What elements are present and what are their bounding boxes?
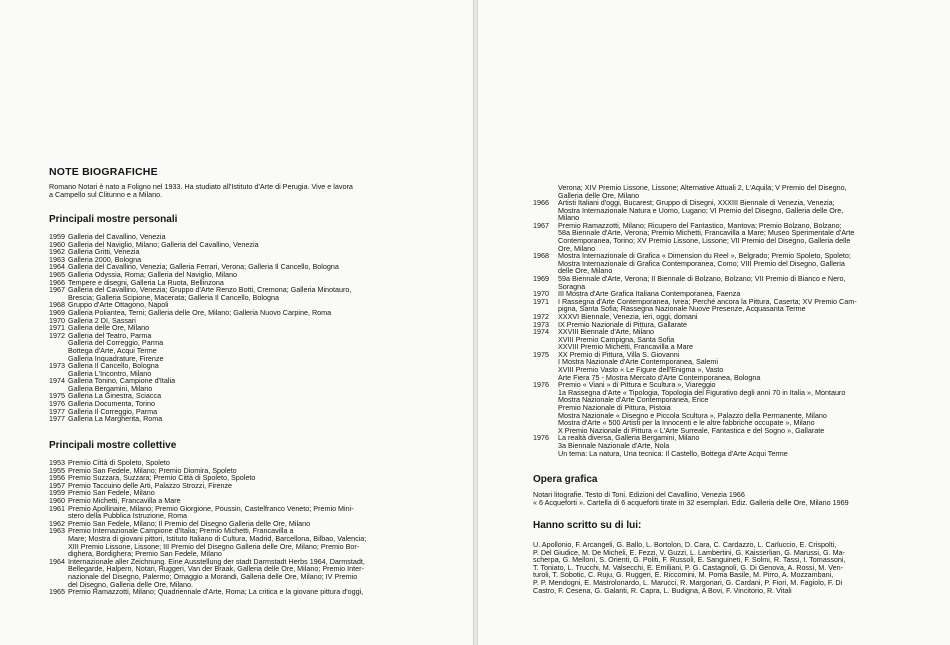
entry-year: 1974 xyxy=(49,376,65,386)
entry-line: XXXVI Biennale, Venezia, ieri, oggi, domani xyxy=(558,311,698,321)
entry-line: I Rassegna d'Arte Contemporanea, Ivrea; Perché ancora la Pittura, Caserta; XV Premio Cam- xyxy=(558,296,857,306)
continued-text xyxy=(533,184,923,199)
entry-line: La realtà diversa, Galleria Bergamini, Milano xyxy=(558,433,700,443)
entry-year: 1970 xyxy=(533,289,549,299)
entry-year: 1971 xyxy=(49,323,65,333)
entry-line: X Premio Nazionale di Pittura « L'Arte Surreale, Fantastica e del Sogno », Gallarate xyxy=(558,425,825,435)
entry-line: Mostra Internazionale Natura e Uomo, Lugano; VI Premio del Disegno, Galleria delle Ore, xyxy=(558,205,844,215)
entry-line: 3a Biennale Nazionale d'Arte, Nola xyxy=(558,441,670,450)
entry-line: Bottega d'Arte, Acqui Terme xyxy=(68,345,157,355)
entry-text xyxy=(558,328,923,351)
entry-line: IX Premio Nazionale di Pittura, Gallarate xyxy=(558,319,688,329)
entry-line: Brescia; Galleria Scipione, Macerata; Galleria Il Cancello, Bologna xyxy=(68,292,279,302)
collective-exhibitions-list xyxy=(49,459,439,596)
entry-line: Premio San Fedele, Milano; Il Premio del Disegno Galleria delle Ore, Milano xyxy=(68,518,311,528)
entry-year: 1968 xyxy=(49,300,65,310)
entry-year: 1962 xyxy=(49,247,65,257)
entry-line: delle Ore, Milano xyxy=(558,266,613,276)
graphic-works-text xyxy=(533,491,933,506)
entry-text xyxy=(558,434,923,457)
entry-line: pigna, Santa Sofia; Rassegna Nazionale Nuove Presenze, Acquasanta Terme xyxy=(558,304,806,314)
entry-line: Galleria 2 DI, Sassari xyxy=(68,315,136,325)
entry-line: XIII Premio Lissone, Lissone; III Premio del Disegno Galleria delle Ore, Milano; Premio Bor- xyxy=(68,541,360,551)
list-item xyxy=(49,377,439,392)
page-title: NOTE BIOGRAFICHE xyxy=(49,166,158,178)
entry-year: 1967 xyxy=(49,285,65,295)
entry-line: Premio San Fedele, Milano; Premio Diomira, Spoleto xyxy=(68,465,237,475)
entry-line: Milano xyxy=(558,213,580,223)
collective-exhibitions-heading: Principali mostre collettive xyxy=(49,440,177,451)
entry-text xyxy=(68,362,439,377)
left-page xyxy=(0,0,473,645)
entry-year: 1960 xyxy=(49,495,65,505)
entry-text xyxy=(558,298,923,313)
entry-text xyxy=(68,286,439,301)
entry-line: Galleria del Teatro, Parma xyxy=(68,330,152,340)
graphic-line: « 6 Acqueforti ». Cartella di 6 acqueforti tirate in 32 esemplari. Ediz. Galleria delle Ore, Milano 1969 xyxy=(533,497,849,507)
entry-year: 1969 xyxy=(49,307,65,317)
entry-line: Arte Fiera 75 - Mostra Mercato d'Arte Contemporanea, Bologna xyxy=(558,372,761,382)
entry-year: 1964 xyxy=(49,262,65,272)
entry-year: 1972 xyxy=(49,330,65,340)
list-item xyxy=(49,527,439,557)
list-item xyxy=(49,362,439,377)
entry-year: 1963 xyxy=(49,254,65,264)
author-line: U. Apollonio, F. Arcangeli, G. Ballo, L. Bortolon, D. Cara, C. Cardazzo, L. Carluccio, E. Crispolti, xyxy=(533,540,837,549)
entry-line: Galleria Bergamini, Milano xyxy=(68,383,153,393)
entry-text xyxy=(558,199,923,222)
entry-line: III Mostra d'Arte Grafica Italiana Contemporanea, Faenza xyxy=(558,289,741,299)
entry-line: Premio Apollinaire, Milano; Premio Giorgione, Poussin, Castelfranco Veneto; Premio Mini- xyxy=(68,503,354,513)
entry-year: 1973 xyxy=(49,361,65,371)
list-item xyxy=(533,434,923,457)
entry-year: 1966 xyxy=(533,198,549,207)
list-item xyxy=(533,252,923,275)
entry-year: 1977 xyxy=(49,414,65,424)
entry-year: 1963 xyxy=(49,526,65,536)
list-item xyxy=(49,286,439,301)
entry-year: 1970 xyxy=(49,315,65,325)
entry-line: Galleria Tonino, Campione d'Italia xyxy=(68,376,176,386)
entry-year: 1976 xyxy=(533,433,549,443)
entry-line: Galleria delle Ore, Milano xyxy=(558,190,640,200)
entry-year: 1965 xyxy=(49,269,65,279)
entry-text xyxy=(68,377,439,392)
entry-line: Gruppo d'Arte Ottagono, Napoli xyxy=(68,300,169,310)
author-line: P. Del Giudice, M. De Micheli, E. Fezzi, V. Guzzi, L. Lambertini, G. Kaisserlian, G. Marussi, G. Ma- xyxy=(533,547,845,557)
written-about-heading: Hanno scritto su di lui: xyxy=(533,520,642,531)
entry-line: Galleria del Cavallino, Venezia xyxy=(68,232,166,241)
entry-line: XXVIII Biennale d'Arte, Milano xyxy=(558,327,655,337)
entry-year: 1961 xyxy=(49,503,65,513)
entry-line: Tempere e disegni, Galleria La Ruota, Bellinzona xyxy=(68,277,224,287)
entry-line: Galleria Il Correggio, Parma xyxy=(68,406,158,416)
entry-line: XVIII Premio Campigna, Santa Sofia xyxy=(558,334,675,344)
entry-year: 1964 xyxy=(49,556,65,566)
list-item xyxy=(49,505,439,520)
entry-line: dighera, Bordighera; Premio San Fedele, Milano xyxy=(68,549,222,559)
entry-year: 1975 xyxy=(533,349,549,359)
entry-text xyxy=(68,527,439,557)
author-line: turoli, T. Sobotic, C. Ruju, G. Ruggeri, E. Riccomini, M. Poma Basile, M. Pirro, A. Mozzambani, xyxy=(533,570,834,580)
entry-line: Premio Ramazzotti, Milano; Quadriennale d'Arte, Roma; La critica e la giovane pittura d'oggi, xyxy=(68,587,364,597)
entry-text xyxy=(558,275,923,290)
entry-line: Galleria del Correggio, Parma xyxy=(68,338,164,348)
personal-exhibitions-list xyxy=(49,233,439,423)
entry-text xyxy=(558,252,923,275)
entry-line: Galleria del Cavallino, Venezia; Gruppo d'Arte Renzo Botti, Cremona; Galleria Minotauro, xyxy=(68,285,352,295)
entry-line: Mostra Nazionale d'Arte Contemporanea, Erice xyxy=(558,395,709,405)
entry-line: Internazionale aller Zeichnung. Eine Ausstellung der stadt Darmstadt Herbs 1964, Darmstadt, xyxy=(68,556,365,566)
entry-year: 1967 xyxy=(533,220,549,230)
entry-line: Premio Ramazzotti, Milano; Ricupero del Fantastico, Mantova; Premio Bolzano, Bolzano; xyxy=(558,220,842,230)
graphic-line: Notari litografie. Testo di Toni. Edizioni del Cavallino, Venezia 1966 xyxy=(533,490,745,499)
entry-year: 1953 xyxy=(49,458,65,467)
entry-year: 1971 xyxy=(533,296,549,306)
entry-line: Galleria Poliantea, Terni; Galleria delle Ore, Milano; Galleria Nuovo Carpine, Roma xyxy=(68,307,332,317)
entry-line: Galleria del Cavallino, Venezia; Galleria Ferrari, Verona; Galleria Il Cancello, Bologna xyxy=(68,262,339,272)
entry-line: Soragna xyxy=(558,281,586,291)
entry-line: XVIII Premio Vasto « Le Figure dell'Enigma », Vasto xyxy=(558,365,724,375)
entry-year: 1965 xyxy=(49,587,65,597)
entry-line: Bellegarde, Halpern, Notari, Ruggeri, Van der Braak, Galleria delle Ore, Milano; Premio Inter- xyxy=(68,564,364,574)
list-item xyxy=(533,298,923,313)
entry-line: I Mostra Nazionale d'Arte Contemporanea, Salemi xyxy=(558,357,718,367)
entry-year: 1969 xyxy=(533,273,549,283)
entry-year: 1977 xyxy=(49,406,65,416)
entry-year: 1975 xyxy=(49,391,65,401)
entry-line: Galleria Documenta, Torino xyxy=(68,399,155,409)
entry-text xyxy=(68,558,439,588)
entry-line: Mare; Mostra di giovani pittori, Istituto Italiano di Cultura, Madrid, Barcellona, Bilbao, Valencia; xyxy=(68,533,367,543)
entry-line: Galleria 2000, Bologna xyxy=(68,254,142,264)
entry-line: Galleria La Margherita, Roma xyxy=(68,414,163,424)
list-item xyxy=(533,222,923,252)
entry-line: Galleria delle Ore, Milano xyxy=(68,323,150,333)
entry-line: Premio Nazionale di Pittura, Pistoia xyxy=(558,403,671,413)
author-line: Castro, F. Cesena, G. Galanti, R. Capra, L. Budigna, A Bovi, F. Vincitorio, R. Vitali xyxy=(533,585,792,595)
entry-year: 1956 xyxy=(49,473,65,483)
entry-text xyxy=(68,332,439,362)
list-item xyxy=(533,184,923,199)
right-page xyxy=(478,0,950,645)
entry-line: nazionale del Disegno, Palermo; Omaggio a Morandi, Galleria delle Ore, Milano; IV Premio xyxy=(68,571,358,581)
entry-text xyxy=(68,588,439,596)
entry-line: Premio Suzzara, Suzzara; Premio Città di Spoleto, Spoleto xyxy=(68,473,256,483)
list-item xyxy=(533,328,923,351)
entry-line: Premio « Viani » di Pittura e Scultura », Viareggio xyxy=(558,380,716,390)
entry-year: 1972 xyxy=(533,311,549,321)
entry-year: 1973 xyxy=(533,319,549,329)
list-item xyxy=(533,351,923,381)
entry-line: 59a Biennale d'Arte, Verona; II Biennale di Bolzano, Bolzano; VII Premio di Bianco e Nero, xyxy=(558,273,846,283)
entry-text xyxy=(558,381,923,434)
entry-line: XX Premio di Pittura, Villa S. Giovanni xyxy=(558,349,680,359)
entry-year: 1957 xyxy=(49,480,65,490)
entry-line: Premio San Fedele, Milano xyxy=(68,488,155,498)
entry-line: Galleria Odyssia, Roma; Galleria del Naviglio, Milano xyxy=(68,269,237,279)
author-line: T. Toniato, L. Trucchi, M. Valsecchi, E. Emiliani, P. G. Castagnoli, G. Di Genova, A. Rossi, M. Ven- xyxy=(533,562,843,572)
entry-line: Galleria L'Incontro, Milano xyxy=(68,368,152,378)
entry-line: Mostra Internazionale di Grafica Contemporanea, Como; VIII Premio del Disegno, Galleria xyxy=(558,258,845,268)
entry-line: Mostra d'Arte « 500 Artisti per la Innocenti e le altre fabbriche occupate », Milano xyxy=(558,418,815,428)
entry-line: XXVIII Premio Michetti, Francavilla a Mare xyxy=(558,342,694,352)
list-item xyxy=(49,332,439,362)
list-item xyxy=(533,275,923,290)
entry-line: 1a Rassegna d'Arte « Tipologia, Topologia del Figurativo degli anni 70 in Italia », Montauro xyxy=(558,387,846,397)
list-item xyxy=(49,588,439,596)
entry-year: 1959 xyxy=(49,488,65,498)
written-about-text xyxy=(533,541,933,594)
entry-text xyxy=(558,222,923,252)
entry-line: Galleria La Ginestra, Sciacca xyxy=(68,391,162,401)
entry-line: del Disegno, Galleria delle Ore, Milano. xyxy=(68,579,194,589)
entry-year: 1976 xyxy=(533,380,549,390)
entry-line: Contemporanea, Torino; XV Premio Lissone, Lissone; VII Premio del Disegno, Galleria delle xyxy=(558,235,851,245)
list-item xyxy=(533,199,923,222)
entry-year: 1959 xyxy=(49,232,65,241)
personal-exhibitions-heading: Principali mostre personali xyxy=(49,214,178,225)
entry-year: 1976 xyxy=(49,399,65,409)
biography-text xyxy=(49,183,439,198)
entry-text xyxy=(68,415,439,423)
entry-line: Galleria Gritti, Venezia xyxy=(68,247,140,257)
entry-text xyxy=(558,351,923,381)
author-line: P. P. Mendogni, E. Mastrolonardo, L. Marucci, R. Margonari, G. Cardani, P. Fiori, M. Fagiolo, F. Di xyxy=(533,577,843,587)
list-item xyxy=(49,415,439,423)
entry-line: Premio Internazionale Campione d'Italia; Premio Michetti, Francavilla a xyxy=(68,526,294,536)
entry-year: 1960 xyxy=(49,239,65,249)
entry-year: 1955 xyxy=(49,465,65,475)
entry-year: 1968 xyxy=(533,251,549,261)
bio-line: a Campello sul Clitunno e a Milano. xyxy=(49,189,163,199)
entry-year: 1962 xyxy=(49,518,65,528)
list-item xyxy=(533,381,923,434)
entry-line: Un tema: La natura, Una tecnica: Il Castello, Bottega d'Arte Acqui Terme xyxy=(558,448,788,458)
list-item xyxy=(49,558,439,588)
entry-line: Galleria del Naviglio, Milano; Galleria del Cavallino, Venezia xyxy=(68,239,259,249)
entry-year: 1974 xyxy=(533,327,549,337)
collective-exhibitions-continued xyxy=(533,199,923,457)
entry-line: Verona; XIV Premio Lissone, Lissone; Alternative Attuali 2, L'Aquila; V Premio del Disegno, xyxy=(558,183,847,192)
entry-line: 58a Biennale d'Arte, Verona; Premio Michetti, Francavilla a Mare; Museo Sperimentale d'Arte xyxy=(558,228,855,238)
graphic-works-heading: Opera grafica xyxy=(533,474,598,485)
bio-line: Romano Notari è nato a Foligno nel 1933. Ha studiato all'Istituto d'Arte di Perugia. Vive e lavora xyxy=(49,182,353,191)
entry-line: Mostra Nazionale « Disegno e Piccola Scultura », Palazzo della Permanente, Milano xyxy=(558,410,827,420)
entry-line: Premio Michetti, Francavilla a Mare xyxy=(68,495,181,505)
entry-line: Galleria Il Cancello, Bologna xyxy=(68,361,159,371)
entry-line: Premio Taccuino delle Arti, Palazzo Strozzi, Firenze xyxy=(68,480,233,490)
entry-line: Mostra Internazionale di Grafica « Dimension du Reel », Belgrado; Premio Spoleto, Spoleto; xyxy=(558,251,851,261)
entry-text xyxy=(68,505,439,520)
author-line: scherpa, G. Mellonì, S. Orienti, G. Politi, F. Russoli, E. Sanguineti, F. Solmi, R. Tassi, I. Tomassoni, xyxy=(533,555,846,565)
entry-line: Ore, Milano xyxy=(558,243,596,253)
entry-line: Artisti Italiani d'oggi, Bucarest; Gruppo di Disegni, XXXIII Biennale di Venezia, Venezia; xyxy=(558,198,835,207)
entry-line: Premio Città di Spoleto, Spoleto xyxy=(68,458,170,467)
entry-line: stero della Pubblica Istruzione, Roma xyxy=(68,511,188,521)
entry-line: Galleria Inquadrature, Firenze xyxy=(68,353,164,363)
entry-year: 1966 xyxy=(49,277,65,287)
